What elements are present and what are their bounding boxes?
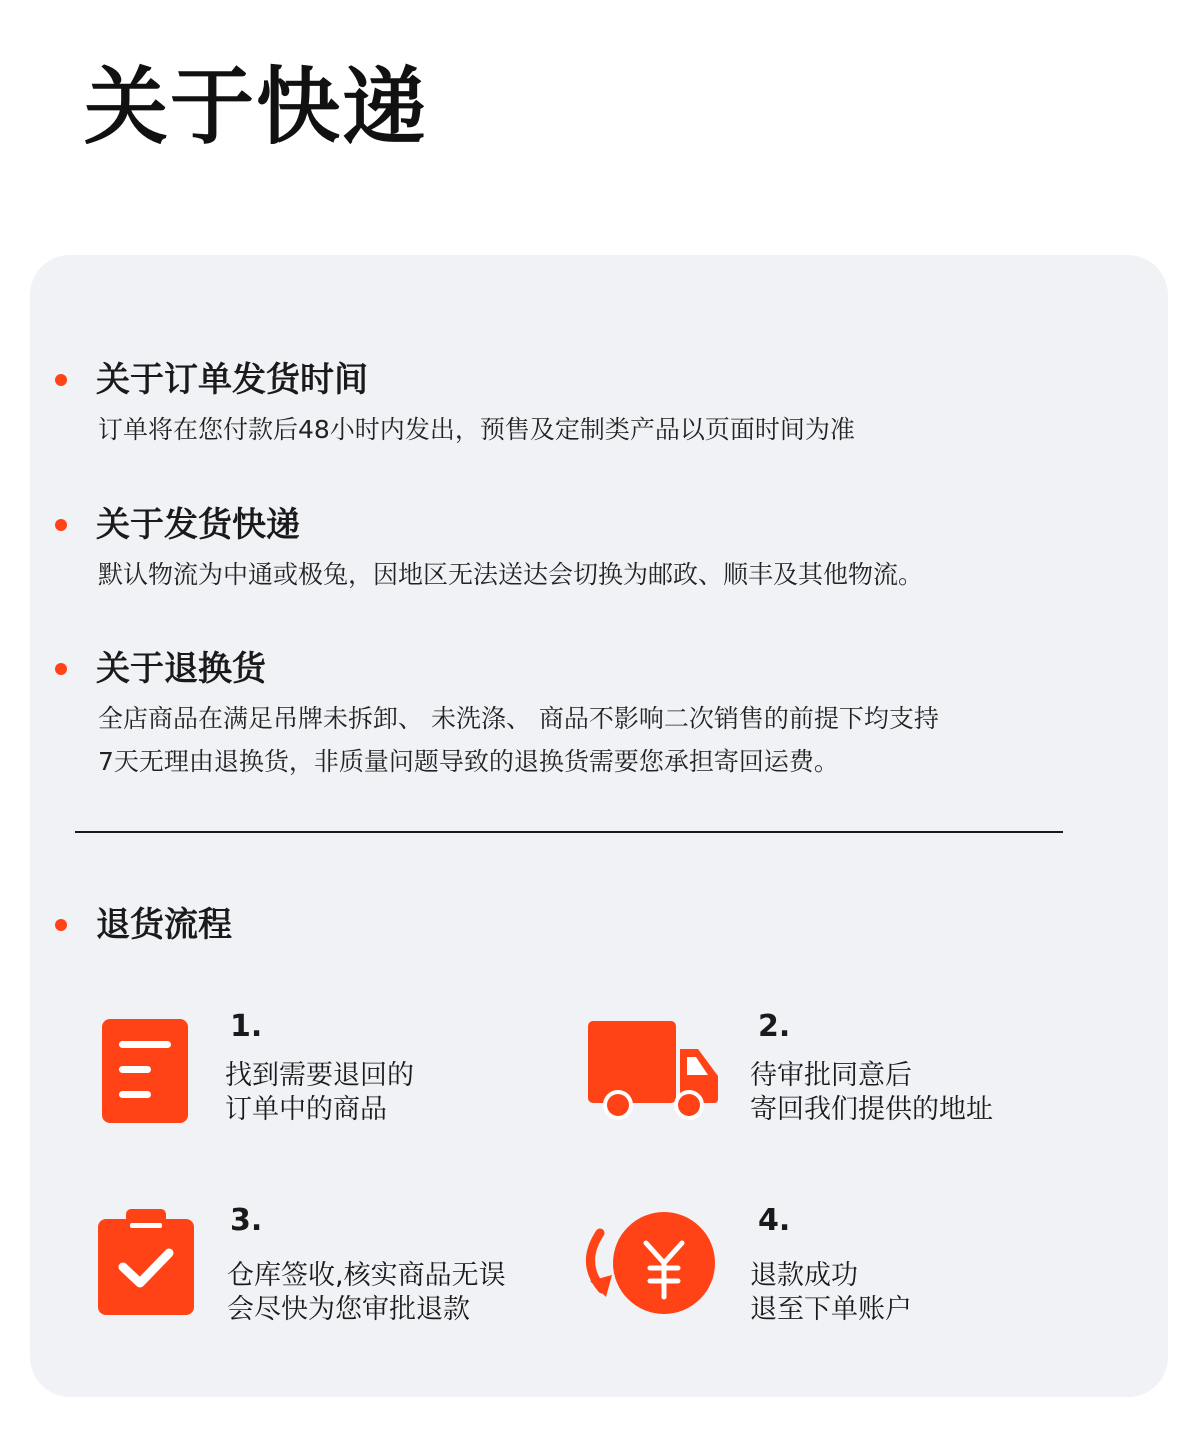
clipboard-check-icon bbox=[98, 1209, 194, 1315]
bullet-dot bbox=[55, 519, 67, 531]
step-text: 找到需要退回的 bbox=[225, 1060, 414, 1091]
step-text: 寄回我们提供的地址 bbox=[750, 1094, 993, 1125]
page-title: 关于快递 bbox=[84, 58, 429, 156]
yuan-refund-icon bbox=[576, 1211, 720, 1315]
bullet-dot bbox=[55, 919, 67, 931]
step-text: 退款成功 bbox=[750, 1260, 858, 1291]
section-title-returns: 关于退换货 bbox=[96, 649, 266, 689]
shipping-info-card bbox=[30, 255, 1168, 1397]
section-text-returns-line-1: 全店商品在满足吊牌未拆卸、 未洗涤、 商品不影响二次销售的前提下均支持 bbox=[98, 704, 939, 733]
step-number: 2. bbox=[758, 1009, 791, 1044]
divider bbox=[75, 831, 1063, 833]
step-text: 退至下单账户 bbox=[750, 1294, 912, 1325]
step-number: 1. bbox=[230, 1009, 263, 1044]
section-text-returns-line-2: 7天无理由退换货，非质量问题导致的退换货需要您承担寄回运费。 bbox=[98, 747, 839, 776]
step-text: 会尽快为您审批退款 bbox=[227, 1294, 470, 1325]
section-text-shipping-time: 订单将在您付款后48小时内发出，预售及定制类产品以页面时间为准 bbox=[98, 415, 855, 444]
step-text: 待审批同意后 bbox=[750, 1060, 912, 1091]
step-text: 仓库签收,核实商品无误 bbox=[227, 1260, 506, 1291]
section-title-shipping-time: 关于订单发货时间 bbox=[96, 360, 368, 400]
bullet-dot bbox=[55, 374, 67, 386]
delivery-truck-icon bbox=[586, 1019, 720, 1123]
step-text: 订单中的商品 bbox=[225, 1094, 387, 1125]
step-number: 3. bbox=[230, 1203, 263, 1238]
section-text-courier: 默认物流为中通或极兔，因地区无法送达会切换为邮政、顺丰及其他物流。 bbox=[98, 560, 924, 589]
process-title: 退货流程 bbox=[96, 905, 232, 945]
bullet-dot bbox=[55, 663, 67, 675]
document-list-icon bbox=[102, 1019, 188, 1123]
step-number: 4. bbox=[758, 1203, 791, 1238]
section-title-courier: 关于发货快递 bbox=[96, 505, 300, 545]
